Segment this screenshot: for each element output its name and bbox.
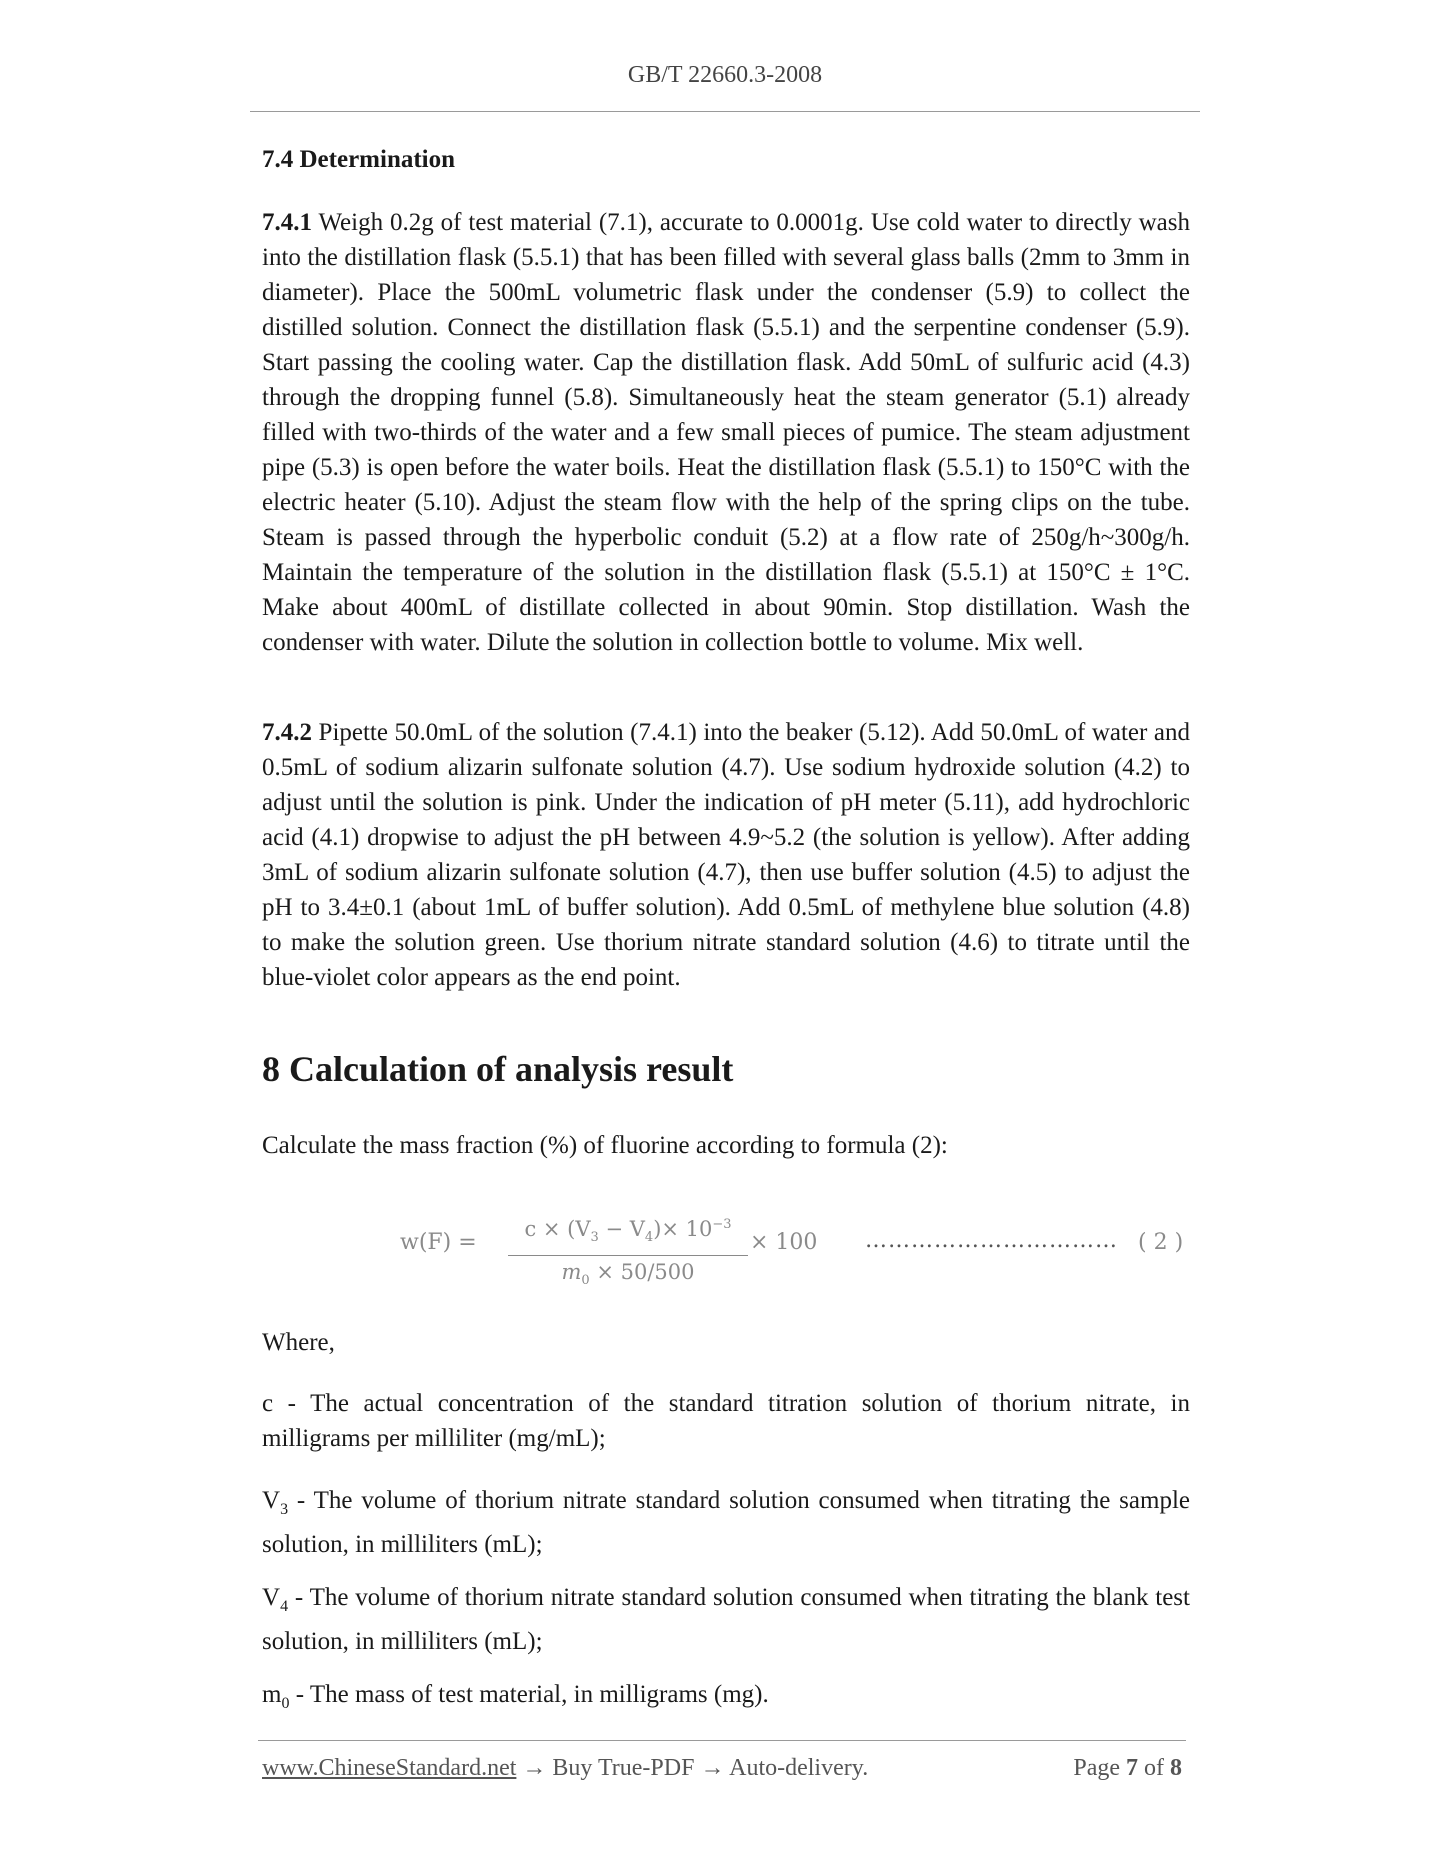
formula-lhs: w(F) = (400, 1230, 477, 1255)
formula-leader-dots: …………………………… (865, 1228, 1118, 1253)
formula-intro (262, 1128, 1190, 1163)
footer-tagline: → Buy True-PDF → Auto-delivery. (516, 1755, 869, 1781)
definition-c (262, 1386, 1190, 1456)
def-v3-sub: 3 (280, 1501, 289, 1518)
formula-multiplier: × 100 (750, 1230, 818, 1255)
paragraph-7-4-1 (262, 205, 1190, 660)
def-m0-text: - The mass of test material, in milligrams (mg). (289, 1681, 769, 1708)
num-sub-3: 3 (590, 1230, 599, 1246)
section-heading-7-4: 7.4 Determination (262, 146, 456, 173)
section-heading-8: 8 Calculation of analysis result (262, 1049, 734, 1089)
header-doc-id: GB/T 22660.3-2008 (627, 62, 823, 88)
def-v3-text: - The volume of thorium nitrate standard solution consumed when titrating the sample solution, in milliliters (mL); (262, 1487, 1190, 1558)
page-label: Page (1073, 1755, 1126, 1781)
clause-number-7-4-2: 7.4.2 (262, 719, 312, 746)
den-sub-0: 0 (581, 1273, 590, 1289)
def-v3-symbol: V (262, 1487, 281, 1514)
header-rule (250, 111, 1200, 112)
formula-denominator (508, 1258, 748, 1295)
num-exponent: −3 (712, 1217, 732, 1232)
footer-rule (258, 1740, 1186, 1741)
def-m0-symbol: m (262, 1681, 282, 1708)
footer (262, 1755, 1190, 1782)
formula-intro-text: Calculate the mass fraction (%) of fluorine according to formula (2): (262, 1132, 948, 1159)
page-number: 7 (1126, 1755, 1138, 1781)
den-m: m (561, 1260, 582, 1285)
num-part-mid: − V (598, 1217, 645, 1241)
where-text: Where, (262, 1329, 335, 1356)
page-total: 8 (1170, 1755, 1182, 1781)
def-v4-text: - The volume of thorium nitrate standard solution consumed when titrating the blank test solution, in milliliters (mL); (262, 1584, 1190, 1655)
paragraph-text-7-4-1: Weigh 0.2g of test material (7.1), accurate to 0.0001g. Use cold water to directly wash into the distillation flask (5.5.1) that has been filled with several glass balls (2mm to 3mm in diameter). Place the 500mL volumetric flask under the condenser (5.9) to collect the distilled solution. Connect the distillation flask (5.5.1) and the serpentine condenser (5.9). Start passing the cooling water. Cap the distillation flask. Add 50mL of sulfuric acid (4.3) through the dropping funnel (5.8). Simultaneously heat the steam generator (5.1) already filled with two-thirds of the water and a few small pieces of pumice. The steam adjustment pipe (5.3) is open before the water boils. Heat the distillation flask (5.5.1) to 150°C with the electric heater (5.10). Adjust the steam flow with the help of the spring clips on the tube. Steam is passed through the hyperbolic conduit (5.2) at a flow rate of 250g/h~300g/h. Maintain the temperature of the solution in the distillation flask (5.5.1) at 150°C ± 1°C. Make about 400mL of distillate collected in about 90min. Stop distillation. Wash the condenser with water. Dilute the solution in collection bottle to volume. Mix well. (262, 209, 1190, 656)
fraction-bar (508, 1255, 748, 1256)
num-part-c: c × (V (524, 1217, 591, 1241)
paragraph-text-7-4-2: Pipette 50.0mL of the solution (7.4.1) into the beaker (5.12). Add 50.0mL of water and 0.5mL of sodium alizarin sulfonate solution (4.7). Use sodium hydroxide solution (4.2) to adjust until the solution is pink. Under the indication of pH meter (5.11), add hydrochloric acid (4.1) dropwise to adjust the pH between 4.9~5.2 (the solution is yellow). After adding 3mL of sodium alizarin sulfonate solution (4.7), then use buffer solution (4.5) to adjust the pH to 3.4±0.1 (about 1mL of buffer solution). Add 0.5mL of methylene blue solution (4.8) to make the solution green. Use thorium nitrate standard solution (4.6) to titrate until the blue-violet color appears as the end point. (262, 719, 1190, 991)
den-rest: × 50/500 (589, 1260, 695, 1285)
page-indicator (1073, 1755, 1182, 1782)
formula-2 (400, 1210, 1200, 1289)
formula-fraction (508, 1210, 748, 1295)
def-v4-symbol: V (262, 1584, 281, 1611)
of-label: of (1138, 1755, 1170, 1781)
def-m0-sub: 0 (281, 1695, 290, 1712)
clause-number-7-4-1: 7.4.1 (262, 209, 312, 236)
num-sub-4: 4 (644, 1230, 654, 1246)
formula-number: ( 2 ) (1138, 1230, 1184, 1255)
definition-v3 (262, 1483, 1190, 1562)
footer-link[interactable]: www.ChineseStandard.net (262, 1755, 517, 1781)
paragraph-7-4-2 (262, 715, 1190, 995)
definition-v4 (262, 1580, 1190, 1659)
num-part-end: )× 10 (653, 1217, 713, 1241)
formula-numerator (508, 1210, 748, 1253)
definition-m0 (262, 1677, 1190, 1721)
def-v4-sub: 4 (280, 1598, 289, 1615)
where-label (262, 1325, 1190, 1360)
definition-c-text: c - The actual concentration of the standard titration solution of thorium nitrate, in milligrams per milliliter (mg/mL); (262, 1390, 1190, 1452)
